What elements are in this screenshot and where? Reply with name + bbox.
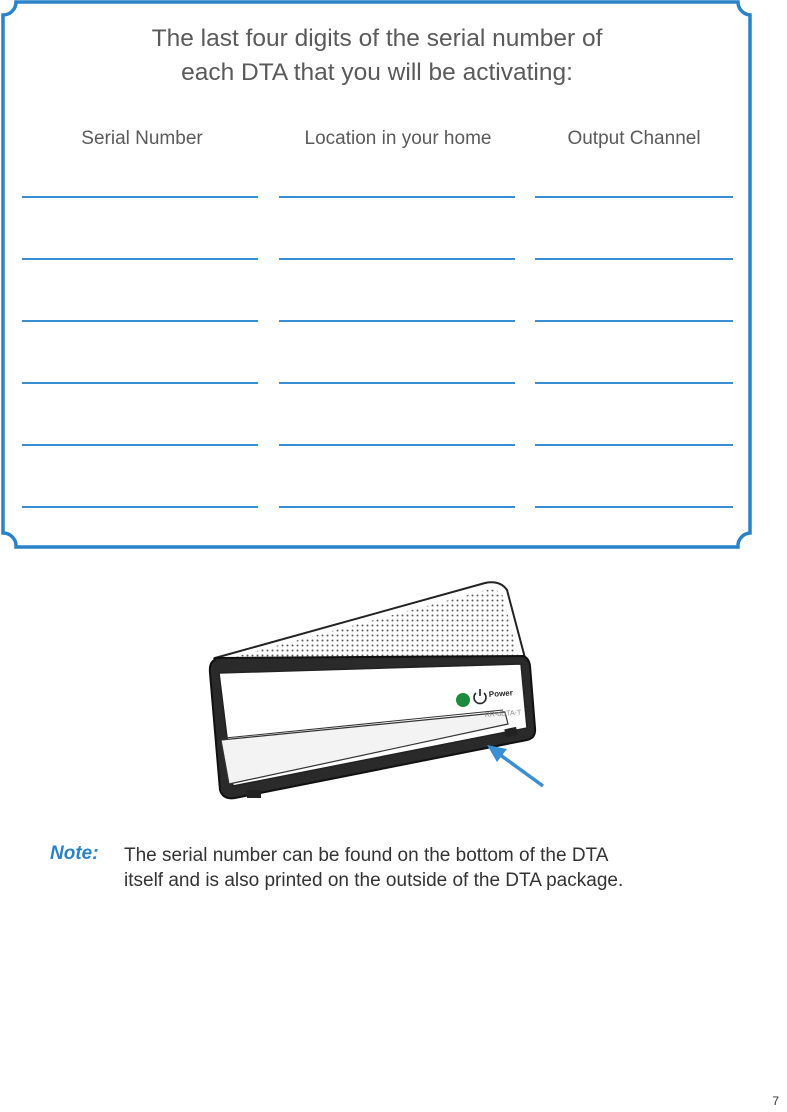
- entry-line-r5-c3: [535, 444, 733, 446]
- column-header-serial-number: Serial Number: [81, 128, 203, 149]
- power-label: Power: [488, 688, 514, 699]
- note-text-line2: itself and is also printed on the outside of the DTA package.: [124, 870, 624, 891]
- page-number: 7: [772, 1094, 779, 1108]
- note-text: [124, 843, 724, 893]
- entry-line-r5-c2: [279, 444, 515, 446]
- power-led-icon: [456, 693, 470, 707]
- form-title: [0, 22, 754, 90]
- arrow-icon: [487, 745, 543, 786]
- entry-line-r4-c1: [22, 382, 258, 384]
- entry-line-r3-c2: [279, 320, 515, 322]
- entry-line-r2-c2: [279, 258, 515, 260]
- entry-line-r6-c3: [535, 506, 733, 508]
- entry-line-r2-c1: [22, 258, 258, 260]
- form-title-line1: The last four digits of the serial number of: [151, 25, 603, 52]
- entry-line-r6-c2: [279, 506, 515, 508]
- column-header-output-channel: Output Channel: [567, 128, 701, 149]
- entry-line-r5-c1: [22, 444, 258, 446]
- entry-line-r1-c1: [22, 196, 258, 198]
- entry-line-r3-c1: [22, 320, 258, 322]
- entry-line-r2-c3: [535, 258, 733, 260]
- form-title-line2: each DTA that you will be activating:: [181, 59, 573, 86]
- entry-line-r3-c3: [535, 320, 733, 322]
- entry-line-r1-c3: [535, 196, 733, 198]
- column-header-location: Location in your home: [304, 128, 492, 149]
- entry-line-r1-c2: [279, 196, 515, 198]
- note-label: Note:: [50, 843, 99, 864]
- dta-device-illustration: [205, 578, 550, 818]
- model-label: RR-dDTA-T: [484, 709, 522, 719]
- entry-line-r6-c1: [22, 506, 258, 508]
- note-text-line1: The serial number can be found on the bottom of the DTA: [124, 845, 609, 866]
- entry-line-r4-c2: [279, 382, 515, 384]
- entry-line-r4-c3: [535, 382, 733, 384]
